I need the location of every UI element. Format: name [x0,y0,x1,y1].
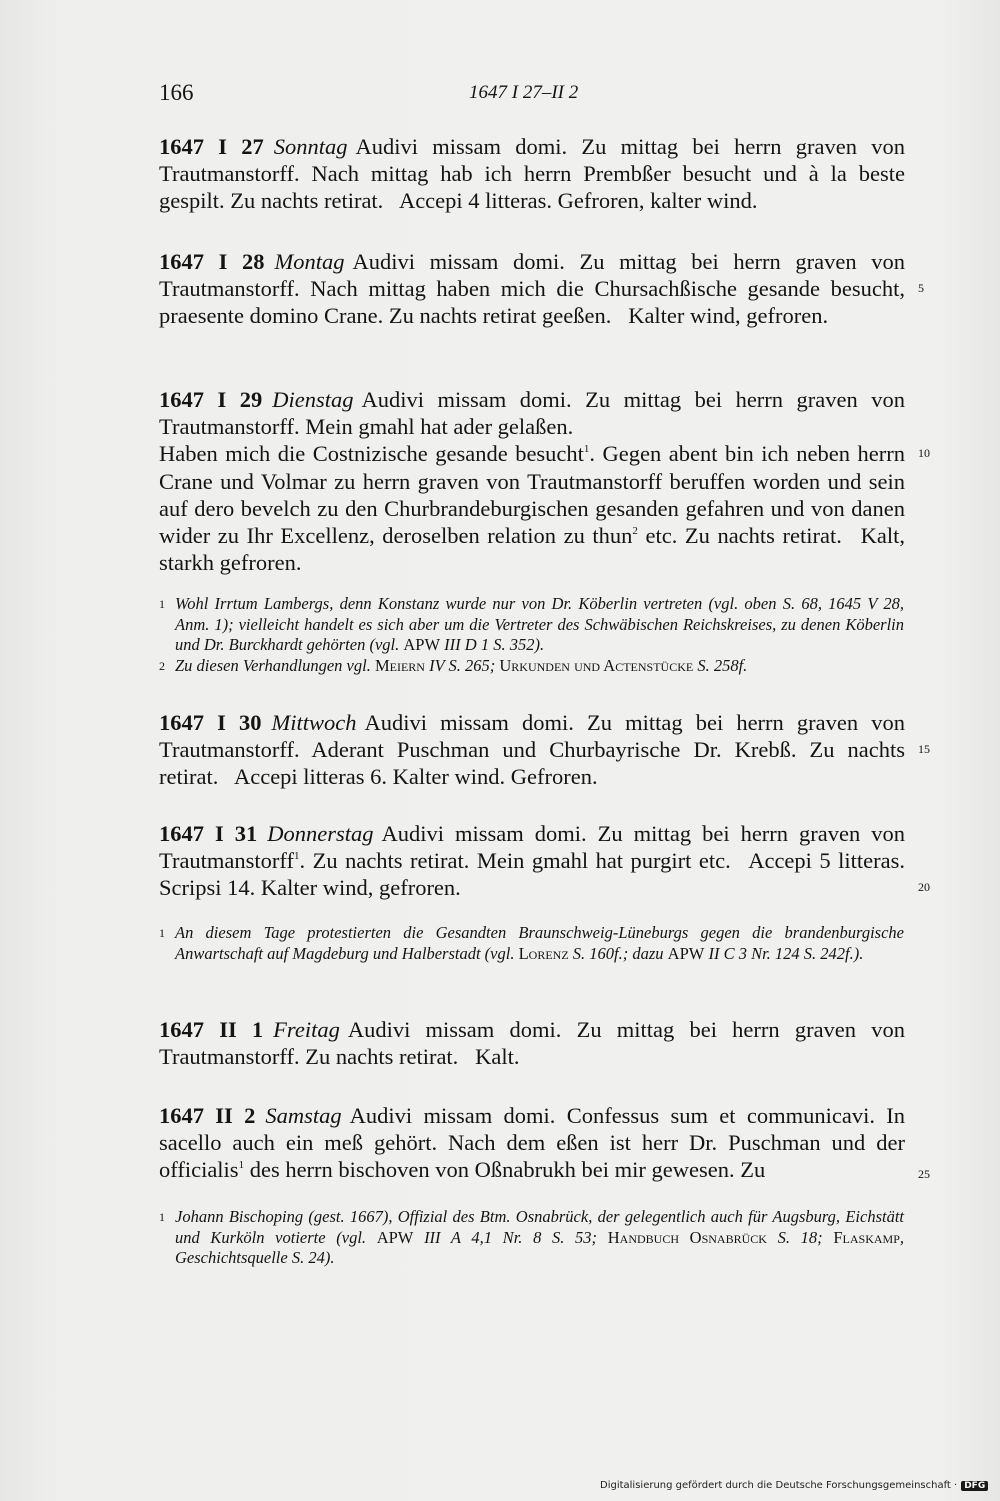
entry-text: Audivi missam domi. Zu mittag bei herrn graven von Trautmanstorff. Aderant Puschman und Churbayrische Dr. Krebß. Zu nachts retirat. Accepi litteras 6. Kalter wind. Gefroren. [159,710,905,790]
footnote-text: Flaskamp [833,1227,900,1247]
footnote-number: 1 [159,1210,165,1224]
footnotes-1647-ii-2 [159,1207,904,1269]
entry-weekday: Mittwoch [271,710,357,735]
footnote-text: Lorenz [518,943,569,963]
footnote-text: S. 18; [766,1227,834,1247]
footnote-text: S. 258f. [693,655,748,675]
entry-date: 1647 II 1 [159,1017,264,1042]
diary-entry-1647-ii-2 [159,1102,905,1184]
entry-text: etc. Zu nachts retirat. Kalt, starkh gefroren. [159,523,906,576]
diary-entry-1647-i-31 [159,820,905,902]
diary-entry-1647-i-27 [159,133,905,215]
page-header [159,80,904,110]
footnote [159,923,904,964]
footnote-text: Meiern [374,655,425,675]
entry-text: Audivi missam domi. Zu mittag bei herrn graven von Trautmanstorff [159,821,905,874]
line-number: 10 [918,446,930,460]
footnote-text: , Geschichtsquelle S. 24). [175,1227,904,1267]
footnote-ref[interactable]: 1 [294,850,300,863]
footnote [159,594,904,656]
entry-text: . Gegen abent bin ich neben herrn Crane und Volmar zu herrn graven von Trautmanstorff beruffen worden und sein auf dero bevelch zu den Churbrandeburgischen gesanden gefahren und von danen wider zu Ihr Excellenz, deroselben relation zu thun [159,441,905,549]
entry-text: Haben mich die Costnizische gesande besucht [159,441,584,467]
line-number: 25 [918,1167,930,1181]
entry-weekday: Freitag [273,1017,340,1042]
page-number: 166 [159,80,194,105]
footnote-text: Wohl Irrtum Lambergs, denn Konstanz wurde nur von Dr. Köberlin vertreten (vgl. oben S. 68, 1645 V 28, Anm. 1); vielleicht handelt es sich aber um die Vertreter des Schwäbischen Reichskreises, zu denen Köberlin und Dr. Burckhardt gehörten (vgl. [175,594,904,654]
diary-entry-1647-i-28 [159,248,905,330]
entry-weekday: Dienstag [272,387,354,412]
entry-text: des herrn bischoven von Oßnabrukh bei mir gewesen. Zu [244,1157,766,1183]
entry-weekday: Samstag [265,1103,342,1128]
diary-entry-1647-i-30 [159,709,905,791]
entry-text: Audivi missam domi. Zu mittag bei herrn graven von Trautmanstorff. Zu nachts retirat. Kalt. [159,1017,905,1070]
footnote-text: APW [376,1227,414,1247]
footnotes-1647-i-29 [159,594,904,676]
footnote-text: III D 1 S. 352). [440,635,545,654]
footnote-ref[interactable]: 1 [583,443,590,456]
footnote-number: 1 [159,926,165,940]
footnote-text: IV S. 265; [424,655,500,675]
running-head: 1647 I 27–II 2 [469,82,579,103]
diary-entry-1647-i-29 [159,386,905,576]
line-number: 20 [918,880,930,894]
digitization-footer [600,1480,988,1491]
footnote [159,656,904,677]
entry-date: 1647 I 27 [159,134,264,159]
line-number: 15 [918,742,930,756]
footnotes-1647-i-31 [159,923,904,964]
footnote-text: II C 3 Nr. 124 S. 242f.). [704,943,864,963]
footnote-ref[interactable]: 1 [238,1159,245,1172]
footnote-number: 1 [159,597,165,611]
entry-weekday: Sonntag [273,134,348,159]
entry-date: 1647 I 28 [159,249,265,274]
dfg-logo: DFG [961,1481,988,1491]
footnote-text: III A 4,1 Nr. 8 S. 53; [413,1227,608,1247]
footnote-text: S. 160f.; dazu [568,943,668,963]
footer-text: Digitalisierung gefördert durch die Deutsche Forschungsgemeinschaft · [600,1480,958,1491]
entry-date: 1647 I 31 [159,821,258,846]
entry-date: 1647 II 2 [159,1103,256,1128]
footnote-number: 2 [159,658,165,673]
footnote [159,1207,904,1269]
footnote-text: Johann Bischoping (gest. 1667), Offizial des Btm. Osnabrück, der gelegentlich auch für Augsburg, Eichstätt und Kurköln votierte (vgl. [175,1207,904,1247]
entry-text: Audivi missam domi. Confessus sum et communicavi. In sacello auch ein meß gehört. Nach dem eßen ist herr Dr. Puschman und der officialis [159,1103,905,1183]
entry-date: 1647 I 30 [159,710,262,735]
entry-weekday: Montag [274,249,345,274]
entry-text: Audivi missam domi. Zu mittag bei herrn graven von Trautmanstorff. Mein gmahl hat ader gelaßen. [159,387,905,440]
footnote-text: Zu diesen Verhandlungen vgl. [175,655,375,675]
entry-text: Audivi missam domi. Zu mittag bei herrn graven von Trautmanstorff. Nach mittag haben mich die Chursachßische gesande besucht, praesente domino Crane. Zu nachts retirat geeßen. Kalter wind, gefroren. [159,249,905,329]
footnote-text: APW [667,943,705,963]
line-number: 5 [918,281,924,295]
entry-date: 1647 I 29 [159,387,263,412]
footnote-text: Urkunden und Actenstücke [499,655,694,675]
entry-text: Audivi missam domi. Zu mittag bei herrn graven von Trautmanstorff. Nach mittag hab ich herrn Prembßer besucht und à la beste gespilt. Zu nachts retirat. Accepi 4 litteras. Gefroren, kalter wind. [159,134,905,214]
footnote-text: Handbuch Osnabrück [607,1227,767,1247]
diary-entry-1647-ii-1 [159,1016,905,1070]
entry-text: . Zu nachts retirat. Mein gmahl hat purgirt etc. Accepi 5 litteras. Scripsi 14. Kalter wind, gefroren. [159,848,905,901]
entry-weekday: Donnerstag [267,821,374,846]
footnote-ref[interactable]: 2 [632,525,638,538]
footnote-text: APW [403,635,441,654]
footnote-text: An diesem Tage protestierten die Gesandten Braunschweig-Lüneburgs gegen die brandenburgische Anwartschaft auf Magdeburg und Halberstadt (vgl. [175,923,904,963]
